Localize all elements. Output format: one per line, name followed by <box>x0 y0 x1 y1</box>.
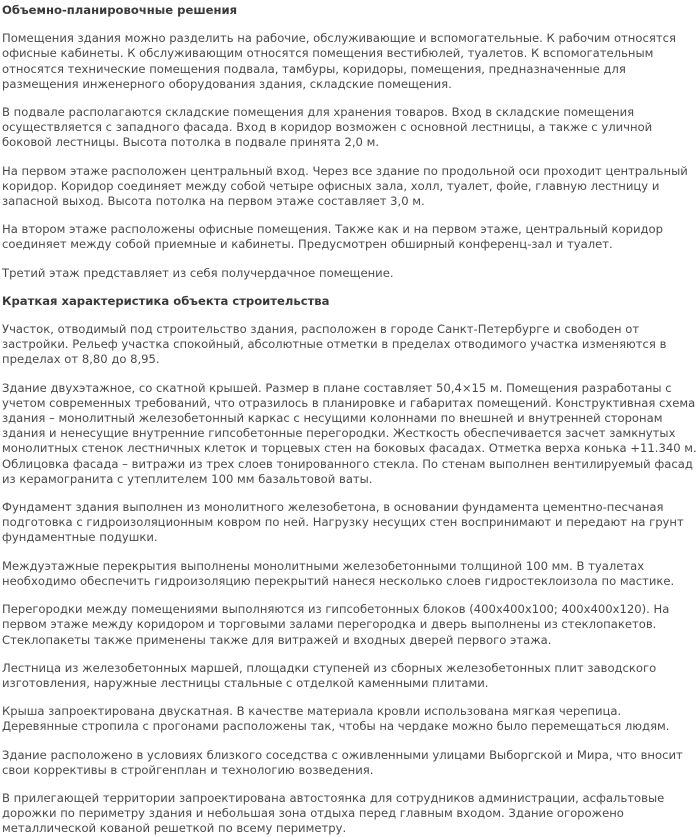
paragraph: Крыша запроектирована двускатная. В качестве материала кровли использована мягкая черепица. Деревянные стропила с прогонами расположены так, чтобы на чердаке можно было перемещаться людям. <box>2 704 670 734</box>
paragraph: Здание расположено в условиях близкого соседства с оживленными улицами Выборгской и Мира, что вносит свои коррективы в стройгенплан и технологию возведения. <box>2 747 683 777</box>
paragraph: Перегородки между помещениями выполняются из гипсобетонных блоков (400x400x100; 400x400x120). На первом этаже между коридором и торговыми залами перегородка и дверь выполнены из стеклопакетов. Стеклопакеты также применены также для витражей и входных дверей первого этажа. <box>2 602 670 647</box>
paragraph: Помещения здания можно разделить на рабочие, обслуживающие и вспомогательные. К рабочим относятся офисные кабинеты. К обслуживающим относятся помещения вестибюлей, туалетов. К вспомогательным относятся технические помещения подвала, тамбуры, коридоры, помещения, предназначенные для размещения инженерного оборудования здания, складские помещения. <box>2 31 676 91</box>
paragraph: На первом этаже расположен центральный вход. Через все здание по продольной оси проходит центральный коридор. Коридор соединяет между собой четыре офисных зала, холл, туалет, фойе, главную лестницу и запасной выход. Высота потолка на первом этаже составляет 3,0 м. <box>2 163 688 209</box>
section-space-planning <box>2 3 698 281</box>
paragraph: Здание двухэтажное, со скатной крышей. Размер в плане составляет 50,4×15 м. Помещения разработаны с учетом современных требований, что отразилось в планировке и габаритах помещений. Конструктивная схема здания – монолитный железобетонный каркас с несущими колоннами по внешней и внутренней сторонам здания и ненесущие внутренние гипсобетонные перегородки. Жесткость обеспечивается засчет замкнутых монолитных стенок лестничных клеток и торцевых стен на боковых фасадах. Отметка верха конька +11.340 м. Облицовка фасада – витражи из трех слоев тонированного стекла. По стенам выполнен вентилируемый фасад из керамогранита с утеплителем 100 мм базальтовой ваты. <box>2 380 697 486</box>
section-object-characteristics <box>2 294 698 837</box>
paragraph: Междуэтажные перекрытия выполнены монолитными железобетонными толщиной 100 мм. В туалетах необходимо обеспечить гидроизоляцию перекрытий нанеся несколько слоев гидростеклоизола по мастике. <box>2 558 675 588</box>
paragraph: Третий этаж представляет из себя получердачное помещение. <box>2 265 394 280</box>
paragraph: Фундамент здания выполнен из монолитного железобетона, в основании фундамента цементно-песчаная подготовка с гидроизоляционным ковром по ней. Нагрузку несущих стен воспринимают и передают на грунт фундаментные подушки. <box>2 500 684 545</box>
paragraph: В прилегающей территории запроектирована автостоянка для сотрудников администрации, асфальтовые дорожки по периметру здания и небольшая зона отдыха перед главным входом. Здание огорожено металлической кованой решеткой по всему периметру. <box>2 790 665 836</box>
paragraph: Лестница из железобетонных маршей, площадки ступеней из сборных железобетонных плит заводского изготовления, наружные лестницы стальные с отделкой каменными плитами. <box>2 660 657 690</box>
section-heading: Краткая характеристика объекта строительства <box>2 293 330 308</box>
section-heading: Объемно-планировочные решения <box>2 3 238 17</box>
paragraph: Участок, отводимый под строительство здания, расположен в городе Санкт-Петербурге и свободен от застройки. Рельеф участка спокойный, абсолютные отметки в пределах отводимого участка изменяются в пределах от 8,80 до 8,95. <box>2 322 667 367</box>
paragraph: В подвале располагаются складские помещения для хранения товаров. Вход в складские помещения осуществляется с западного фасада. Вход в коридор возможен с основной лестницы, а также с уличной боковой лестницы. Высота потолка в подвале принята 2,0 м. <box>2 105 653 150</box>
paragraph: На втором этаже расположены офисные помещения. Также как и на первом этаже, центральный коридор соединяет между собой приемные и кабинеты. Предусмотрен обширный конференц-зал и туалет. <box>2 222 664 252</box>
